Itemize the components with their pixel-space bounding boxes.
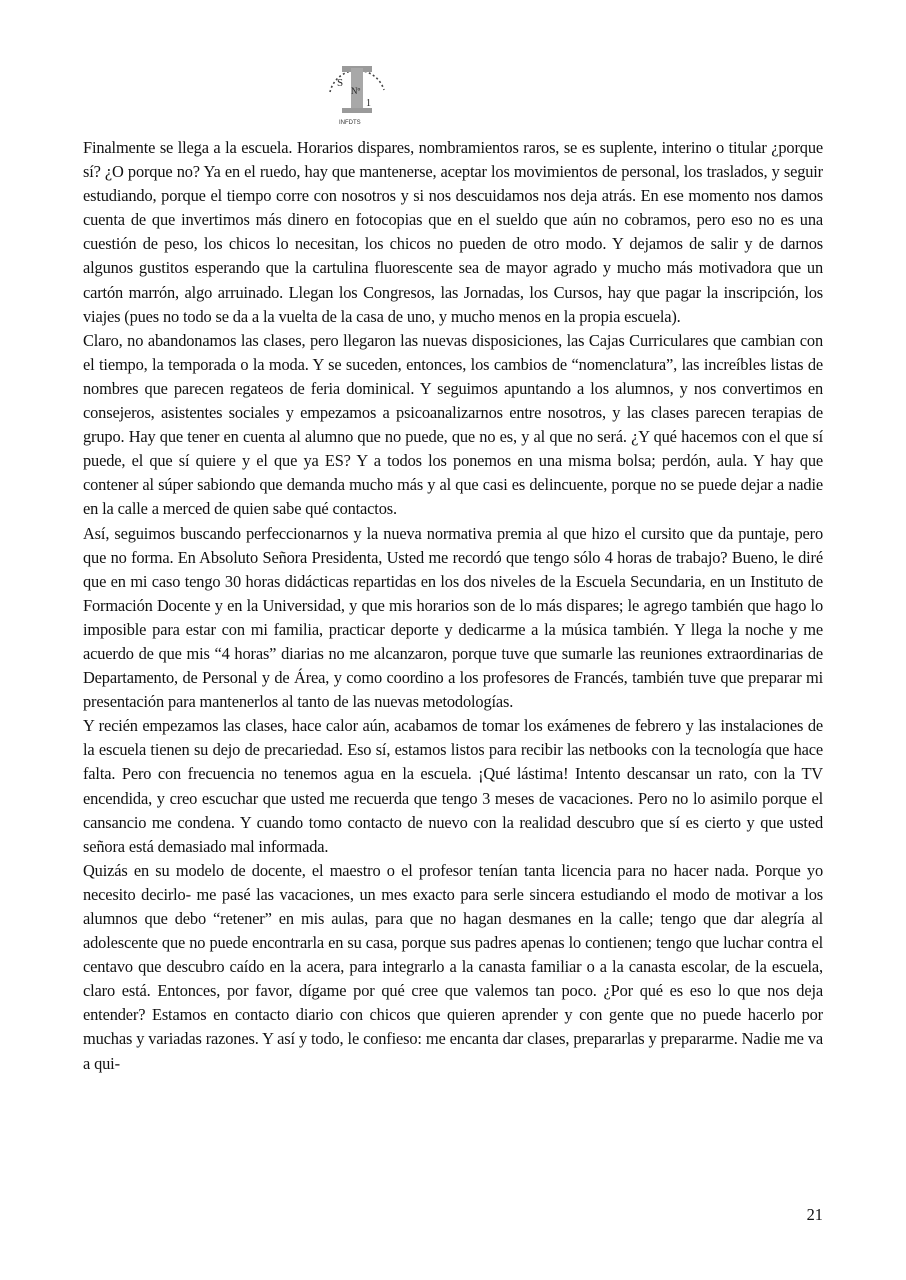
paragraph: Y recién empezamos las clases, hace calor aún, acabamos de tomar los exámenes de febrero y las instalaciones de la escuela tienen su dejo de precariedad. Eso sí, estamos listos para recibir las netbooks con la tecnología que hace falta. Pero con frecuencia no tenemos agua en la escuela. ¡Qué lástima! Intento descansar un rato, con la TV encendida, y creo escuchar que usted me recuerda que tengo 3 meses de vacaciones. Pero no lo asimilo porque el cansancio me condena. Y cuando tomo contacto de nuevo con la realidad descubro que sí es cierto y que usted señora está demasiado mal informada. bbox=[83, 716, 823, 856]
paragraph: Claro, no abandonamos las clases, pero llegaron las nuevas disposiciones, las Cajas Curriculares que cambian con el tiempo, la temporada o la moda. Y se suceden, entonces, los cambios de “nomenclatura”, las increíbles listas de nombres que parecen regateos de feria dominical. Y seguimos apuntando a los alumnos, y nos convertimos en consejeros, asistentes sociales y empezamos a psicoanalizarnos entre nosotros, y las clases parecen terapias de grupo. Hay que tener en cuenta al alumno que no puede, que no es, y al que no será. ¿Y qué hacemos con el que sí puede, el que sí quiere y el que ya ES? Y a todos los ponemos en una misma bolsa; perdón, aula. Y hay que contener al súper sabiondo que demanda mucho más y al que casi es delincuente, porque no se puede dejar a nadie en la calle a merced de quien sabe qué contactos. bbox=[83, 330, 823, 519]
school-emblem-icon bbox=[322, 52, 392, 128]
school-logo bbox=[322, 52, 392, 128]
svg-text:INFDTS: INFDTS bbox=[339, 120, 361, 126]
paragraph: Quizás en su modelo de docente, el maestro o el profesor tenían tanta licencia para no hacer nada. Porque yo necesito decirlo- me pasé las vacaciones, un mes exacto para serle sincera estudiando el modo de motivar a los alumnos que debo “retener” en mis aulas, para que no hagan desmanes en la calle; tengo que dar alegría al adolescente que no puede encontrarla en su casa, porque sus padres apenas lo contienen; tengo que luchar contra el centavo que descubro caído en la acera, para integrarlo a la canasta familiar o a la canasta escolar, de la escuela, claro está. Entonces, por favor, dígame por qué cree que valemos tan poco. ¿Por qué es eso lo que nos deja entender? Estamos en contacto diario con chicos que quieren aprender y con gente que no puede hacerlo por muchas y variadas razones. Y así y todo, le confieso: me encanta dar clases, prepararlas y prepararme. Nadie me va a qui- bbox=[83, 860, 823, 1073]
svg-text:Nº: Nº bbox=[351, 86, 361, 96]
page-number: 21 bbox=[806, 1205, 823, 1224]
paragraph: Así, seguimos buscando perfeccionarnos y la nueva normativa premia al que hizo el cursito que da puntaje, pero que no forma. En Absoluto Señora Presidenta, Usted me recordó que tengo sólo 4 horas de trabajo? Bueno, le diré que en mi caso tengo 30 horas didácticas repartidas en los dos niveles de la Escuela Secundaria, en un Instituto de Formación Docente y en la Universidad, y que mis horarios son de lo más dispares; le agrego también que hago lo imposible para estar con mi familia, practicar deporte y dedicarme a la música también. Y llega la noche y me acuerdo de que mis “4 horas” diarias no me alcanzaron, porque tuve que sumarle las reuniones extraordinarias de Departamento, de Personal y de Área, y como coordino a los profesores de Francés, también tuve que preparar mi presentación para mantenerlos al tanto de las nuevas metodologías. bbox=[83, 523, 823, 712]
paragraph: Finalmente se llega a la escuela. Horarios dispares, nombramientos raros, se es suplente, interino o titular ¿porque sí? ¿O porque no? Ya en el ruedo, hay que mantenerse, aceptar los movimientos de personal, los traslados, y seguir estudiando, porque el tiempo corre con nosotros y si nos descuidamos nos deja atrás. En ese momento nos damos cuenta de que invertimos más dinero en fotocopias que en el sueldo que aún no cobramos, pero eso no es una cuestión de peso, los chicos lo necesitan, los chicos no pueden de otro modo. Y dejamos de salir y de darnos algunos gustitos esperando que la cartulina fluorescente sea de mayor agrado y mucho más motivadora que un cartón marrón, algo arruinado. Llegan los Congresos, las Jornadas, los Cursos, hay que pagar la inscripción, los viajes (pues no todo se da a la vuelta de la casa de uno, y mucho menos en la propia escuela). bbox=[83, 138, 823, 326]
document-body bbox=[83, 136, 823, 1076]
svg-text:1: 1 bbox=[366, 98, 371, 109]
svg-text:S: S bbox=[337, 77, 344, 89]
